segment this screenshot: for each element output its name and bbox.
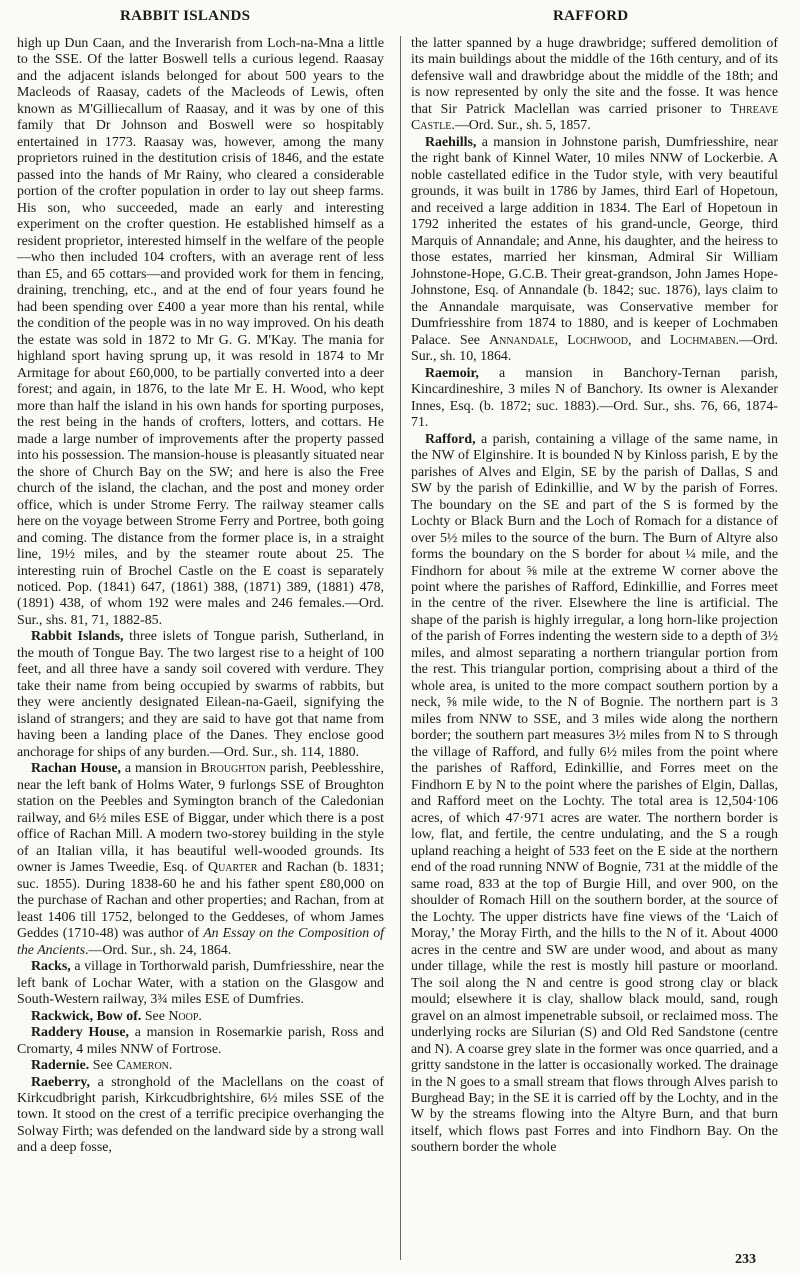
entry-raeberry: Raeberry, a stronghold of the Maclellans on the coast of Kirkcudbright parish, Kirkcudbrightshire, 6½ miles SSE of the town. It stood on the crest of a terrific precipice overhanging the Solway Firth; was defended on the landward side by a strong wall and a deep fosse, bbox=[17, 1074, 384, 1156]
entry-rackwick: Rackwick, Bow of. See Noop. bbox=[31, 1008, 202, 1024]
running-head-left: RABBIT ISLANDS bbox=[120, 8, 251, 24]
headword: Racks, bbox=[31, 959, 71, 975]
entry-radernie: Radernie. See Cameron. bbox=[31, 1058, 173, 1074]
headword: Raemoir, bbox=[425, 365, 479, 381]
left-column bbox=[17, 36, 384, 1157]
headword: Rafford, bbox=[425, 431, 476, 447]
headword: Radernie. bbox=[31, 1058, 90, 1074]
cross-reference: Noop bbox=[168, 1008, 199, 1024]
right-column bbox=[411, 36, 778, 1157]
entry-raeberry-continued: the latter spanned by a huge drawbridge; suffered demolition of its main buildings about the middle of the 16th century, and of its defensive wall and drawbridge about the middle of the 18th; and is now represented by only the site and the fosse. It was hence that Sir Patrick Maclellan was carried prisoner to Threave Castle.—Ord. Sur., sh. 5, 1857. bbox=[411, 36, 778, 134]
headword: Rachan House, bbox=[31, 761, 121, 777]
column-divider bbox=[400, 36, 401, 1260]
entry-rachan-house: Rachan House, a mansion in Broughton parish, Peeblesshire, near the left bank of Holms Water, 9 furlongs SSE of Broughton station on the Peebles and Symington branch of the Caledonian railway, and 6½ miles ESE of Biggar, under which there is a post office of Rachan Mill. A modern two-storey building in the style of an Italian villa, it has beautiful well-wooded grounds. Its owner is James Tweedie, Esq. of Quarter and Rachan (b. 1831; suc. 1855). During 1838-60 he and his father spent £80,000 on the purchase of Rachan and other properties; and Rachan, from at least 1406 till 1752, belonged to the Geddeses, of whom James Geddes (1710-48) was author of An Essay on the Composition of the Ancients.—Ord. Sur., sh. 24, 1864. bbox=[17, 761, 385, 958]
cross-reference: Lochwood bbox=[567, 332, 628, 348]
entry-raddery-house: Raddery House, a mansion in Rosemarkie parish, Ross and Cromarty, 4 miles NNW of Fortrose. bbox=[17, 1025, 384, 1057]
entry-rabbit-islands: Rabbit Islands, three islets of Tongue parish, Sutherland, in the mouth of Tongue Bay. The two largest rise to a height of 100 feet, and all three have a sandy soil covered with verdure. They take their name from being occupied by swarms of rabbits, but they were anciently designated Eilean-na-Gaeil, signifying the island of strangers; and they are said to have got that name from having been a landing place of the Danes. They enclose good anchorage for ships of any burden.—Ord. Sur., sh. 114, 1880. bbox=[17, 629, 384, 760]
entry-rafford: Rafford, a parish, containing a village of the same name, in the NW of Elginshire. It is bounded N by Kinloss parish, E by the parishes of Alves and Elgin, SE by the parish of Dallas, S and SW by the parish of Edinkillie, and W by the parish of Forres. The boundary on the SE and part of the S is formed by the Lochty or Black Burn and the Loch of Romach for a distance of over 5½ miles to the source of the burn. The Burn of Altyre also forms the boundary on the S border for about ¼ mile, and the Findhorn for about ⅝ mile at the extreme W corner above the point where the parishes of Rafford, Edinkillie, and Forres meet in the centre of the river. Elsewhere the line is artificial. The shape of the parish is highly irregular, a long horn-like projection of the parish of Forres indenting the western side to a depth of 3½ miles, and almost separating a northern triangular portion from the rest. This triangular portion, comprising about a third of the whole area, is united to the more compact southern portion by a neck, ⅝ mile wide, to the N of Bognie. The northern part is 3 miles from NNW to SSE, and 3 miles wide along the northern border; the southern part measures 3½ miles from N to S through the village of Rafford, and fully 6½ miles from the point where the parishes of Rafford, Edinkillie, and Forres meet on the Findhorn E by N to the point where the parishes of Elgin, Dallas, and Rafford meet on the Lochty. The total area is 12,504·106 acres, of which 47·971 acres are water. The northern border is low, flat, and fertile, the centre undulating, and the S a rough upland reaching a height of 533 feet on the E side at the northern end of the road running NNW of Bognie, 731 at the middle of the same road, 833 at the top of Burgie Hill, and over 900, on the shoulder of Romach Hill on the southern border, at the source of the Lochty. The upper districts have fine views of the ‘Laich of Moray,’ the Moray Firth, and the hills to the N of it. About 4000 acres in the centre and SW are under wood, and about as many under tillage, while the rest is mostly hill pasture or moorland. The soil along the N and centre is good strong clay or black mould; elsewhere it is clay, shallow black mould, sand, rough gravel on an almost impenetrable subsoil, or reclaimed moss. The underlying rocks are Silurian (S) and Old Red Sandstone (centre and N). A coarse grey slate in the former was once quarried, and a gritty sandstone in the latter is occasionally worked. The drainage in the N goes to a small stream that flows through Alves parish to Burghead Bay; in the SE it is carried off by the Lochty, and in the W by the streams flowing into the Altyre Burn, and that burn itself, which flows past Forres and into Findhorn Bay. On the southern border the whole bbox=[411, 431, 778, 1156]
entry-raehills: Raehills, a mansion in Johnstone parish, Dumfriesshire, near the right bank of Kinnel Water, 10 miles NNW of Lockerbie. A noble castellated edifice in the Tudor style, with very beautiful grounds, it was built in 1786 by James, third Earl of Hopetoun, and received a large addition in 1834. The Earl of Hopetoun in 1792 inherited the estates of his grand-uncle, George, third Marquis of Annandale; and Anne, his daughter, and the heiress to those estates, married her kinsman, Admiral Sir William Johnstone-Hope, G.C.B. Their great-grandson, John James Hope-Johnstone, Esq. of Annandale (b. 1842; suc. 1876), lays claim to the Annandale marquisate, was Conservative member for Dumfriesshire from 1874 to 1880, and is keeper of Lochmaben Palace. See Annandale, Lochwood, and Lochmaben.—Ord. Sur., sh. 10, 1864. bbox=[411, 134, 778, 365]
page-number: 233 bbox=[735, 1252, 756, 1267]
headword: Rackwick, Bow of. bbox=[31, 1008, 142, 1024]
headword: Raehills, bbox=[425, 134, 477, 150]
cross-reference: Annandale bbox=[489, 332, 555, 348]
entry-raemoir: Raemoir, a mansion in Banchory-Ternan parish, Kincardineshire, 3 miles N of Banchory. Its owner is Alexander Innes, Esq. (b. 1872; suc. 1883).—Ord. Sur., shs. 76, 66, 1874-71. bbox=[411, 365, 778, 431]
cross-reference: Broughton bbox=[200, 761, 266, 777]
cross-reference: Threave Castle bbox=[411, 101, 778, 134]
cross-reference: Cameron bbox=[116, 1058, 169, 1074]
cross-reference: Quarter bbox=[208, 860, 258, 876]
headword: Raddery House, bbox=[31, 1025, 129, 1041]
entry-raasay-continued: high up Dun Caan, and the Inverarish from Loch-na-Mna a little to the SSE. Of the latter Boswell tells a curious legend. Raasay and the adjacent islands belonged for about 500 years to the Macleods of Raasay, cadets of the Macleods of Lewis, often known as M'Gilliecallum of Raasay, and it was by one of this family that Dr Johnson and Boswell were so hospitably entertained in 1773. Raasay was, however, among the many proprietors ruined in the destitution crisis of 1846, and the estate passed into the hands of Mr Rainy, who cleared a considerable portion of the crofter population in order to lay out sheep farms. His son, who succeeded, made an early and interesting experiment on the crofter question. He established himself as a resident proprietor, interested himself in the welfare of the people—who then included 104 crofters, with an average rent of less than £5, and 65 cottars—and provided work for them in fencing, draining, trenching, etc., and at the end of four years found he had been spending over £400 a year more than his rental, while the condition of the people was in no way improved. On his death the estate was sold in 1872 to Mr G. G. M'Kay. The mania for highland sport having sprung up, it was resold in 1874 to Mr Armitage for about £60,000, to be partially converted into a deer forest; and again, in 1876, to the late Mr E. H. Wood, who kept more than half the island in his own hands for sporting purposes, the rest being in the hands of crofters, lotters, and cottars. He made a large number of improvements after the property passed into his possession. The mansion-house is pleasantly situated near the shore of Church Bay on the SW; and here is also the Free church of the island, the clachan, and the post and money order office, which is under Strome Ferry. The railway steamer calls here on the voyage between Strome Ferry and Portree, both going and coming. The distance from the former place is, in a straight line, 19½ miles, and by the steamer route about 25. The interesting ruin of Brochel Castle on the E coast is separately noticed. Pop. (1841) 647, (1861) 388, (1871) 389, (1881) 478, (1891) 438, of whom 192 were males and 246 females.—Ord. Sur., shs. 81, 71, 1882-85. bbox=[17, 36, 384, 628]
headword: Rabbit Islands, bbox=[31, 629, 124, 645]
entry-racks: Racks, a village in Torthorwald parish, Dumfriesshire, near the left bank of Lochar Water, with a station on the Glasgow and South-Western railway, 3¾ miles ESE of Dumfries. bbox=[17, 959, 384, 1008]
running-head-right: RAFFORD bbox=[553, 8, 629, 24]
book-title: An Essay on the Composition of the Ancients bbox=[17, 926, 385, 958]
cross-reference: Lochmaben bbox=[669, 332, 736, 348]
headword: Raeberry, bbox=[31, 1074, 91, 1090]
